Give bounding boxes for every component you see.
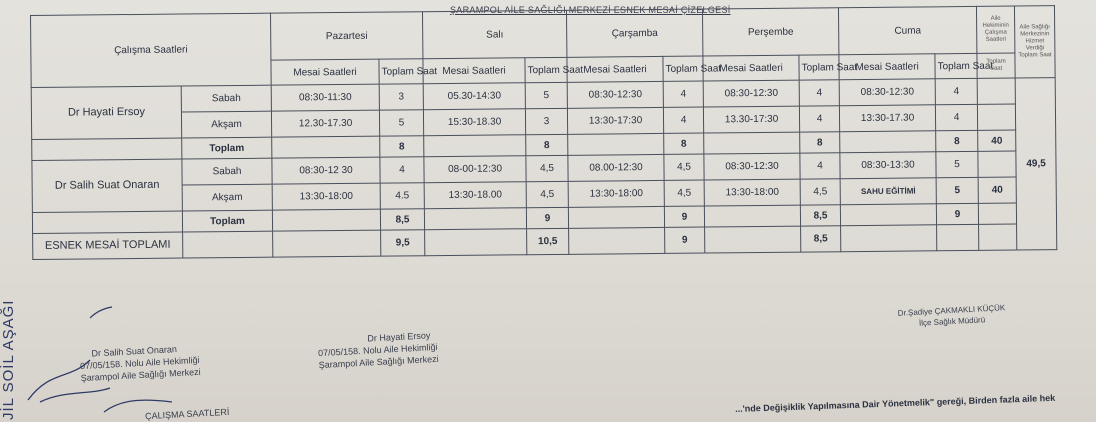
doctor-hours-header: Aile Hekiminin Çalışma Saatleri <box>977 6 1015 53</box>
cell: 4 <box>799 106 839 132</box>
cell: 13:30-17:30 <box>567 107 663 134</box>
sub-mesai: Mesai Saatleri <box>839 54 935 80</box>
cell: 08:30-12:30 <box>839 79 935 106</box>
cell: 5 <box>379 110 423 136</box>
sub-mesai: Mesai Saatleri <box>423 58 525 84</box>
day-total: 8,5 <box>800 205 840 226</box>
cell-empty <box>568 133 664 155</box>
signature-block-3 <box>897 302 1006 330</box>
cell-empty <box>977 104 1015 130</box>
cell-empty <box>568 206 664 228</box>
cell-note: SAHU EĞİTİMİ <box>840 178 936 205</box>
sub-toplam: Toplam Saat <box>663 56 703 81</box>
cell-empty <box>32 211 182 233</box>
cell: 08.00-12:30 <box>568 154 664 181</box>
cell: 13:30-18:00 <box>568 180 664 207</box>
signature-name: Dr.Şadiye ÇAKMAKLI KÜÇÜK <box>897 303 1006 318</box>
sub-toplam: Toplam Saat <box>935 53 977 78</box>
cell: 4 <box>663 81 703 107</box>
doctor-name: Dr Salih Suat Onaran <box>32 159 182 212</box>
shift-label: Sabah <box>182 158 272 185</box>
cell: 08:30-12:30 <box>567 81 663 108</box>
esnek-total: 9,5 <box>381 230 425 256</box>
cell-empty <box>704 205 800 227</box>
cell: 4,5 <box>800 179 840 205</box>
bottom-regulation-text: ...'nde Değişiklik Yapılmasına Dair Yönetmelik" gereği, Birden fazla aile hek <box>735 392 1056 414</box>
esnek-total: 10,5 <box>527 228 569 254</box>
esnek-label: ESNEK MESAİ TOPLAMI <box>33 232 183 259</box>
day-total: 8 <box>800 132 840 153</box>
cell: 4,5 <box>664 154 704 180</box>
signature-line: 07/05/158. Nolu Aile Hekimliği <box>79 354 200 372</box>
cell-empty <box>977 78 1015 104</box>
day-header: Cuma <box>839 6 977 54</box>
signature-name: Dr Salih Suat Onaran <box>91 344 178 359</box>
cell: 08:30-12:30 <box>703 80 799 107</box>
cell-empty <box>840 204 936 226</box>
cell-empty <box>569 227 665 254</box>
day-total: 8,5 <box>380 209 424 230</box>
cell: 13:30-17.30 <box>839 105 935 132</box>
shift-label: Akşam <box>182 184 272 211</box>
cell-empty <box>840 131 936 153</box>
sub-toplam: Toplam Saat <box>379 59 423 84</box>
cell: 4 <box>663 107 703 133</box>
cell: 4 <box>935 104 977 130</box>
cell: 4 <box>799 80 839 106</box>
day-total: 9 <box>936 203 978 224</box>
cell: 12.30-17.30 <box>271 110 379 137</box>
week-total: 40 <box>978 177 1016 203</box>
cell: 5 <box>936 177 978 203</box>
day-total: 9 <box>526 207 568 228</box>
cell: 13:30-18.00 <box>424 182 526 209</box>
day-total: 8 <box>664 133 704 154</box>
sub-mesai: Mesai Saatleri <box>271 59 379 85</box>
cell: 4 <box>800 153 840 179</box>
day-header: Perşembe <box>703 8 839 56</box>
doctor-name: Dr Hayati Ersoy <box>31 86 181 139</box>
total-label: Toplam <box>182 137 272 159</box>
cell: 5 <box>936 151 978 177</box>
cell: 05.30-14:30 <box>423 83 525 110</box>
cell: 4 <box>380 157 424 183</box>
day-header: Salı <box>423 10 567 58</box>
center-hours-header: Aile Sağlığı Merkezinin Hizmet Verdiği Toplam Saat <box>1015 6 1056 78</box>
signature-line: 07/05/158. Nolu Aile Hekimliği <box>317 341 438 359</box>
total-label: Toplam <box>182 210 272 232</box>
cell-empty <box>273 230 381 257</box>
cell: 15:30-18.30 <box>423 109 525 136</box>
day-header: Çarşamba <box>567 9 703 57</box>
cell-empty <box>841 225 937 252</box>
cell: 5 <box>525 82 567 108</box>
cell-empty <box>424 135 526 157</box>
cell: 13:30-18:00 <box>272 183 380 210</box>
cell-empty <box>425 229 527 256</box>
cell: 08:30-11:30 <box>271 84 379 111</box>
document-title: ŞARAMPOL AİLE SAĞLIĞI MERKEZİ ESNEK MESAİ ÇİZELGESİ <box>450 5 731 15</box>
hours-label: Çalışma Saatleri <box>31 13 272 87</box>
cell-empty <box>704 132 800 154</box>
esnek-total: 8,5 <box>801 226 841 252</box>
cell: 08:30-12:30 <box>704 153 800 180</box>
day-header: Pazartesi <box>271 12 423 60</box>
cell: 13:30-18:00 <box>704 179 800 206</box>
day-total: 8 <box>380 136 424 157</box>
signature-line: İlçe Sağlık Müdürü <box>918 315 986 328</box>
signature-name: Dr Hayati Ersoy <box>367 330 431 344</box>
sub-mesai: Mesai Saatleri <box>567 56 663 82</box>
cell: 08-00-12:30 <box>424 156 526 183</box>
signature-block-2 <box>317 329 439 371</box>
sub-mesai: Mesai Saatleri <box>703 55 799 81</box>
cell-empty <box>424 208 526 230</box>
day-total: 9 <box>664 206 704 227</box>
signature-line: Şarampol Aile Sağlığı Merkezi <box>80 366 201 384</box>
shift-label: Akşam <box>181 111 271 138</box>
cell: 3 <box>379 84 423 110</box>
cell: 08:30-13:30 <box>840 152 936 179</box>
cell-empty <box>32 138 182 160</box>
center-total: 49,5 <box>1015 78 1057 250</box>
cell: 4.5 <box>380 183 424 209</box>
doctor-hours-sub: Toplam Saat <box>977 53 1015 78</box>
cell-empty <box>978 151 1016 177</box>
cell-empty <box>979 224 1017 250</box>
cell: 3 <box>525 108 567 134</box>
cell-empty <box>978 203 1016 224</box>
cell: 13.30-17:30 <box>703 106 799 133</box>
bottom-left-caption: ÇALIŞMA SAATLERİ <box>144 406 230 422</box>
cell-empty <box>272 136 380 158</box>
cell-empty <box>705 226 801 253</box>
cell-empty <box>272 209 380 231</box>
esnek-total <box>937 224 979 250</box>
esnek-total: 9 <box>665 227 705 253</box>
day-total: 8 <box>936 130 978 151</box>
cell: 4,5 <box>526 181 568 207</box>
pen-mark-icon <box>88 304 148 324</box>
cell: 4,5 <box>664 180 704 206</box>
shift-label: Sabah <box>181 85 271 112</box>
week-total: 40 <box>978 130 1016 151</box>
cell: 4 <box>935 78 977 104</box>
sub-toplam: Toplam Saat <box>799 55 839 80</box>
sub-toplam: Toplam Saat <box>525 57 567 82</box>
cell: 4,5 <box>526 155 568 181</box>
day-total: 8 <box>526 134 568 155</box>
signature-line: Şarampol Aile Sağlığı Merkezi <box>318 353 439 371</box>
margin-handwriting: JİL SOİL AŞAĞI <box>0 299 17 420</box>
schedule-table <box>30 5 1057 260</box>
cell-empty <box>183 231 273 258</box>
cell: 08:30-12 30 <box>272 157 380 184</box>
